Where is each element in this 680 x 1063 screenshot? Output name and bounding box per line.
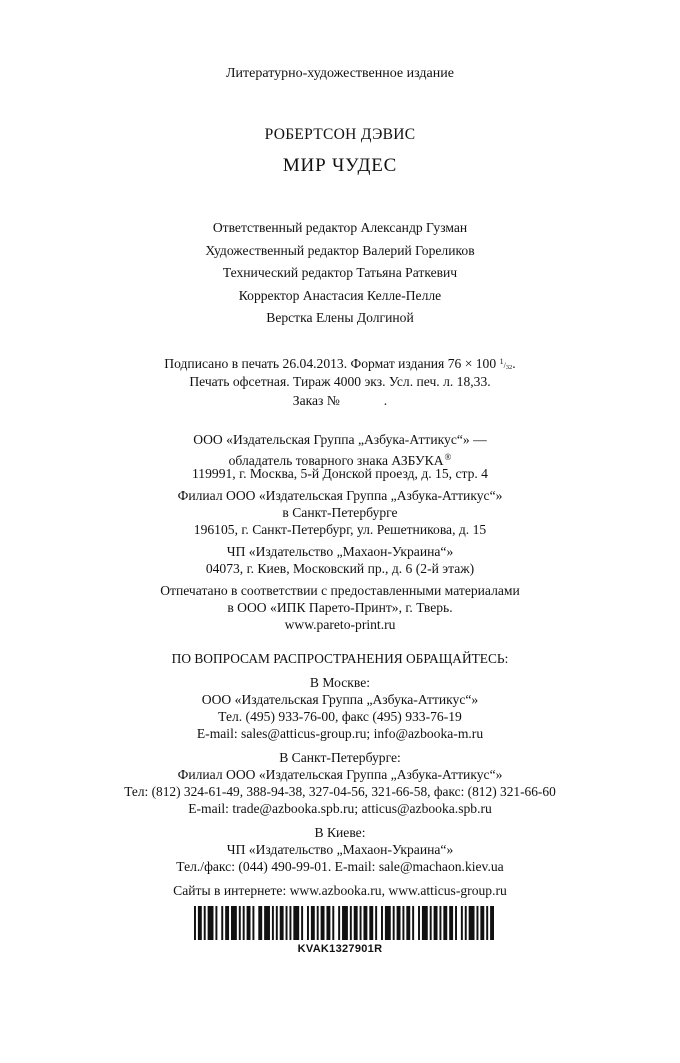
barcode-bar [208, 906, 214, 940]
spb-heading: В Санкт-Петербурге: [279, 750, 401, 765]
barcode-bar [469, 906, 475, 940]
barcode-bar [286, 906, 288, 940]
branch-line: Филиал ООО «Издательская Группа „Азбука-Аттикус“» [177, 488, 503, 503]
barcode-bar [455, 906, 457, 940]
ukraine-address: 04073, г. Киев, Московский пр., д. 6 (2-й этаж) [205, 561, 475, 576]
barcode-bar [449, 906, 453, 940]
barcode-bar [338, 906, 340, 940]
barcode-bar [412, 906, 414, 940]
publisher-line: ООО «Издательская Группа „Азбука-Аттикус“» — [193, 432, 487, 447]
print-run-line: Печать офсетная. Тираж 4000 экз. Усл. печ. л. 18,33. [189, 374, 491, 389]
barcode-bar [385, 906, 391, 940]
branch-address: 196105, г. Санкт-Петербург, ул. Решетникова, д. 15 [193, 522, 487, 537]
barcode-bar [247, 906, 251, 940]
barcode-bar [439, 906, 441, 940]
kiev-company: ЧП «Издательство „Махаон-Украина“» [226, 842, 454, 857]
barcode-bar [490, 906, 494, 940]
credit-line: Ответственный редактор Александр Гузман [212, 220, 468, 235]
spb-email: E-mail: trade@azbooka.spb.ru; atticus@azbooka.spb.ru [188, 801, 492, 816]
trademark-line: обладатель товарного знака АЗБУКА® [228, 452, 452, 468]
registered-mark-icon: ® [444, 452, 452, 462]
credit-line: Корректор Анастасия Келле-Пелле [238, 288, 442, 303]
barcode-bar [354, 906, 358, 940]
barcode-bar [289, 906, 291, 940]
barcode-bar [317, 906, 319, 940]
barcode-bar [434, 906, 438, 940]
barcode-bar [215, 906, 217, 940]
barcode-number: KVAK1327901R [297, 943, 383, 955]
barcode-bar [258, 906, 262, 940]
barcode [194, 906, 494, 940]
barcode-bar [280, 906, 284, 940]
barcode-bar [321, 906, 325, 940]
barcode-bar [231, 906, 237, 940]
print-signed-line: Подписано в печать 26.04.2013. Формат издания 76 × 100 $^1/_{32}$. [164, 356, 516, 371]
barcode-bar [221, 906, 223, 940]
spb-company: Филиал ООО «Издательская Группа „Азбука-Аттикус“» [177, 767, 503, 782]
ukraine-publisher: ЧП «Издательство „Махаон-Украина“» [226, 544, 454, 559]
barcode-bar [243, 906, 245, 940]
barcode-bar [332, 906, 334, 940]
moscow-email: E-mail: sales@atticus-group.ru; info@azbooka-m.ru [196, 726, 484, 741]
barcode-bar [326, 906, 330, 940]
barcode-bar [252, 906, 254, 940]
moscow-company: ООО «Издательская Группа „Азбука-Аттикус“» [201, 692, 479, 707]
barcode-bar [465, 906, 467, 940]
barcode-bar [276, 906, 278, 940]
barcode-bar [381, 906, 383, 940]
barcode-bar [443, 906, 447, 940]
barcode-bar [264, 906, 270, 940]
websites-line: Сайты в интернете: www.azbooka.ru, www.atticus-group.ru [173, 883, 507, 898]
printer-name: в ООО «ИПК Парето-Принт», г. Тверь. [227, 600, 453, 615]
barcode-bar [418, 906, 420, 940]
barcode-bar [402, 906, 404, 940]
barcode-bar [480, 906, 484, 940]
format-fraction: $^1/_{32}$ [499, 357, 513, 371]
printer-line: Отпечатано в соответствии с предоставленными материалами [160, 583, 520, 598]
barcode-bar [363, 906, 367, 940]
barcode-bar [397, 906, 401, 940]
barcode-bar [461, 906, 463, 940]
author-name: РОБЕРТСОН ДЭВИС [264, 126, 416, 143]
kiev-heading: В Киеве: [314, 825, 366, 840]
credit-line: Верстка Елены Долгиной [266, 310, 414, 325]
barcode-bar [272, 906, 274, 940]
barcode-bar [486, 906, 488, 940]
credit-line: Художественный редактор Валерий Гореликов [205, 243, 475, 258]
barcode-bar [476, 906, 478, 940]
barcode-bar [307, 906, 309, 940]
barcode-bar [369, 906, 373, 940]
printer-website: www.pareto-print.ru [284, 617, 396, 632]
barcode-bar [204, 906, 206, 940]
barcode-bar [406, 906, 410, 940]
distribution-heading: ПО ВОПРОСАМ РАСПРОСТРАНЕНИЯ ОБРАЩАЙТЕСЬ: [171, 651, 509, 666]
moscow-phones: Тел. (495) 933-76-00, факс (495) 933-76-19 [218, 709, 462, 724]
spb-phones: Тел: (812) 324-61-49, 388-94-38, 327-04-56, 321-66-58, факс: (812) 321-66-60 [124, 784, 556, 799]
branch-city: в Санкт-Петербурге [282, 505, 398, 520]
genre-label: Литературно-художественное издание [226, 66, 454, 81]
barcode-bar [239, 906, 241, 940]
barcode-bar [393, 906, 395, 940]
barcode-bar [198, 906, 202, 940]
barcode-bar [342, 906, 348, 940]
barcode-bar [375, 906, 377, 940]
barcode-bar [350, 906, 352, 940]
barcode-bar [194, 906, 196, 940]
book-title: МИР ЧУДЕС [282, 155, 398, 176]
barcode-bar [311, 906, 315, 940]
barcode-bar [225, 906, 229, 940]
credit-line: Технический редактор Татьяна Раткевич [222, 265, 458, 280]
moscow-heading: В Москве: [309, 675, 371, 690]
barcode-bar [430, 906, 432, 940]
barcode-bar [360, 906, 362, 940]
print-format-text: Подписано в печать 26.04.2013. Формат издания 76 × 100 [164, 356, 497, 371]
barcode-bar [301, 906, 303, 940]
publisher-address: 119991, г. Москва, 5-й Донской проезд, д. 15, стр. 4 [192, 466, 488, 481]
kiev-contacts: Тел./факс: (044) 490-99-01. E-mail: sale@machaon.kiev.ua [176, 859, 504, 874]
barcode-bar [422, 906, 428, 940]
order-number-line: Заказ № . [292, 393, 388, 408]
barcode-bar [293, 906, 299, 940]
